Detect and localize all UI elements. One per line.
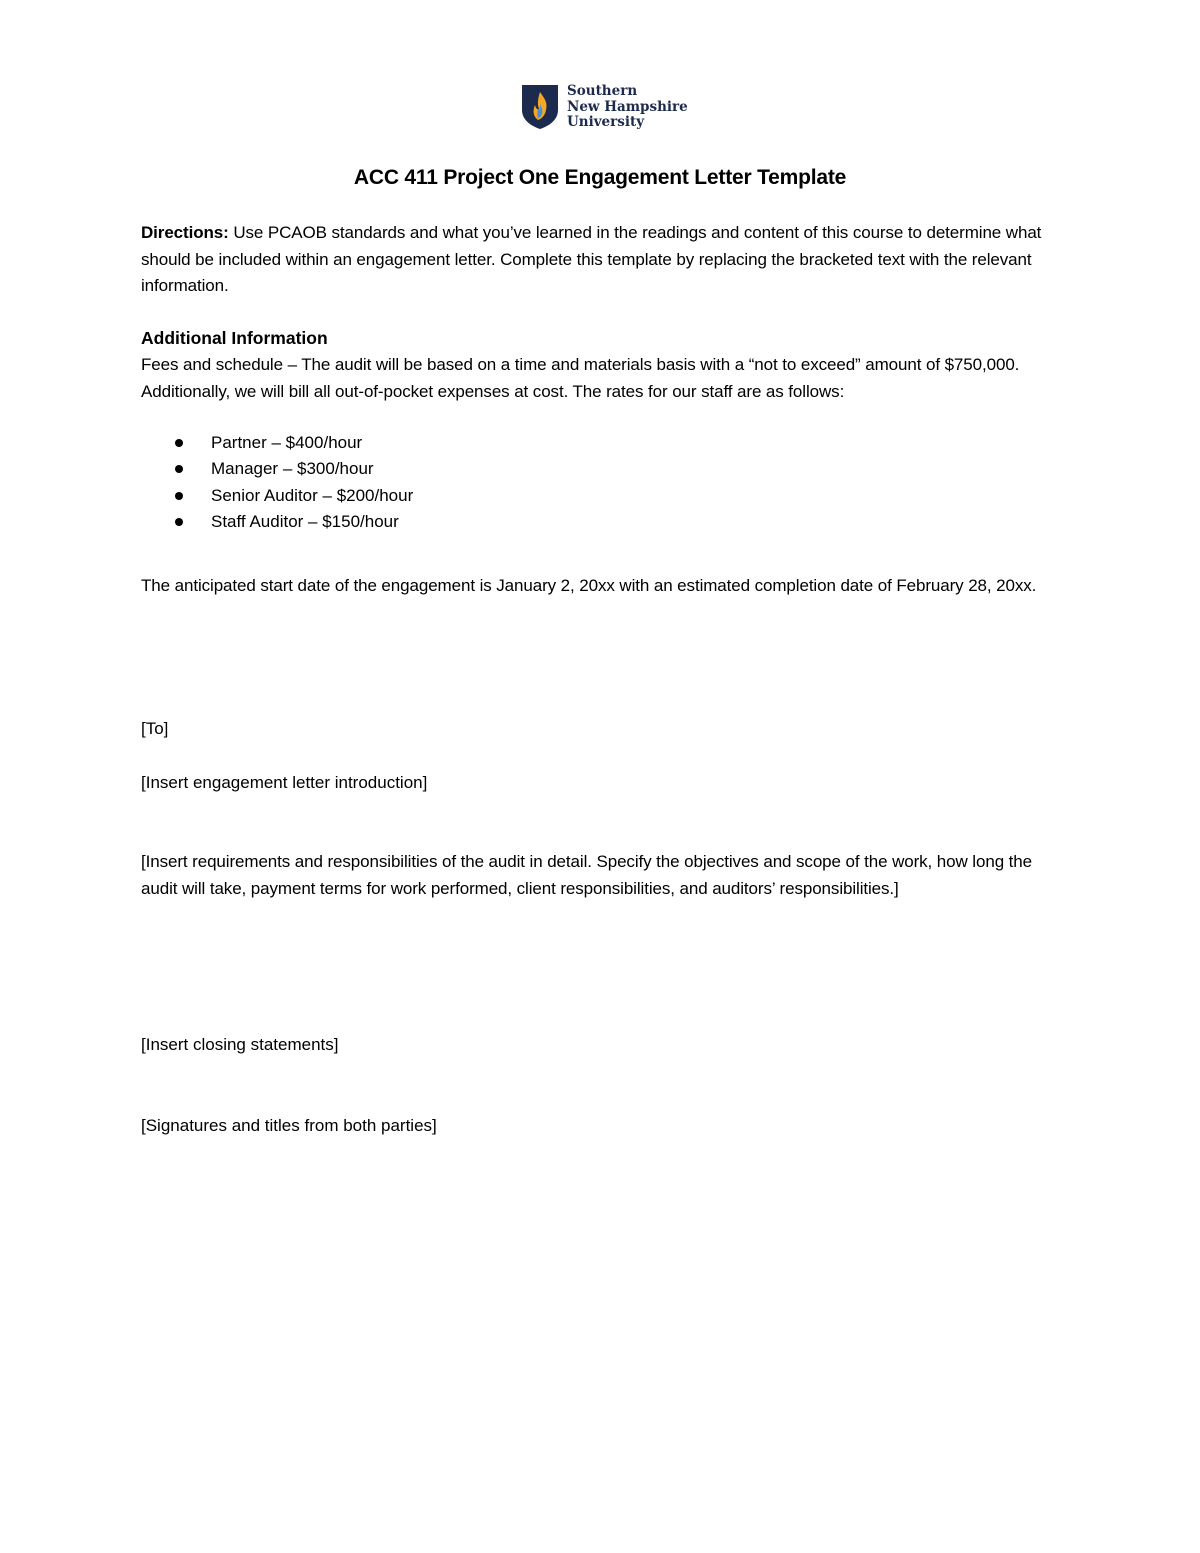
schedule-paragraph: The anticipated start date of the engagement is January 2, 20xx with an estimated completion date of February 28, 20xx. bbox=[141, 576, 1037, 595]
bullet-icon bbox=[175, 492, 183, 500]
bullet-icon bbox=[175, 465, 183, 473]
bullet-icon bbox=[175, 518, 183, 526]
list-item bbox=[141, 509, 413, 535]
university-name bbox=[567, 84, 688, 131]
fees-paragraph: Fees and schedule – The audit will be based on a time and materials basis with a “not to exceed” amount of $750,000. Additionally, we will bill all out-of-pocket expenses at cost. The rates for our staff are as follows: bbox=[141, 355, 1020, 401]
additional-info-heading: Additional Information bbox=[141, 328, 328, 348]
introduction-placeholder: [Insert engagement letter introduction] bbox=[141, 773, 428, 792]
requirements-placeholder: [Insert requirements and responsibilities of the audit in detail. Specify the objectives and scope of the work, how long the audit will take, payment terms for work performed, client responsibilities, and auditors’ responsibilities.] bbox=[141, 852, 1033, 898]
list-item bbox=[141, 430, 413, 456]
university-logo bbox=[521, 84, 691, 134]
rate-text: Partner – $400/hour bbox=[211, 433, 363, 452]
closing-placeholder: [Insert closing statements] bbox=[141, 1035, 339, 1054]
directions-label: Directions: bbox=[141, 223, 229, 242]
logo-line-1: Southern bbox=[567, 83, 638, 99]
list-item bbox=[141, 456, 413, 482]
to-placeholder: [To] bbox=[141, 719, 169, 738]
logo-line-2: New Hampshire bbox=[567, 98, 688, 115]
signatures-placeholder: [Signatures and titles from both parties] bbox=[141, 1116, 437, 1135]
shield-flame-icon bbox=[521, 84, 559, 130]
bullet-icon bbox=[175, 439, 183, 447]
rates-list bbox=[141, 430, 413, 535]
directions-text: Use PCAOB standards and what you’ve learned in the readings and content of this course to determine what should be included within an engagement letter. Complete this template by replacing the bracketed text with the relevant information. bbox=[141, 223, 1042, 295]
logo-line-3: University bbox=[567, 114, 645, 130]
rate-text: Staff Auditor – $150/hour bbox=[211, 511, 399, 531]
list-item bbox=[141, 483, 413, 509]
rate-text: Senior Auditor – $200/hour bbox=[211, 485, 414, 505]
document-title: ACC 411 Project One Engagement Letter Template bbox=[353, 166, 847, 189]
directions-paragraph bbox=[141, 220, 1053, 300]
rate-text: Manager – $300/hour bbox=[211, 459, 374, 479]
